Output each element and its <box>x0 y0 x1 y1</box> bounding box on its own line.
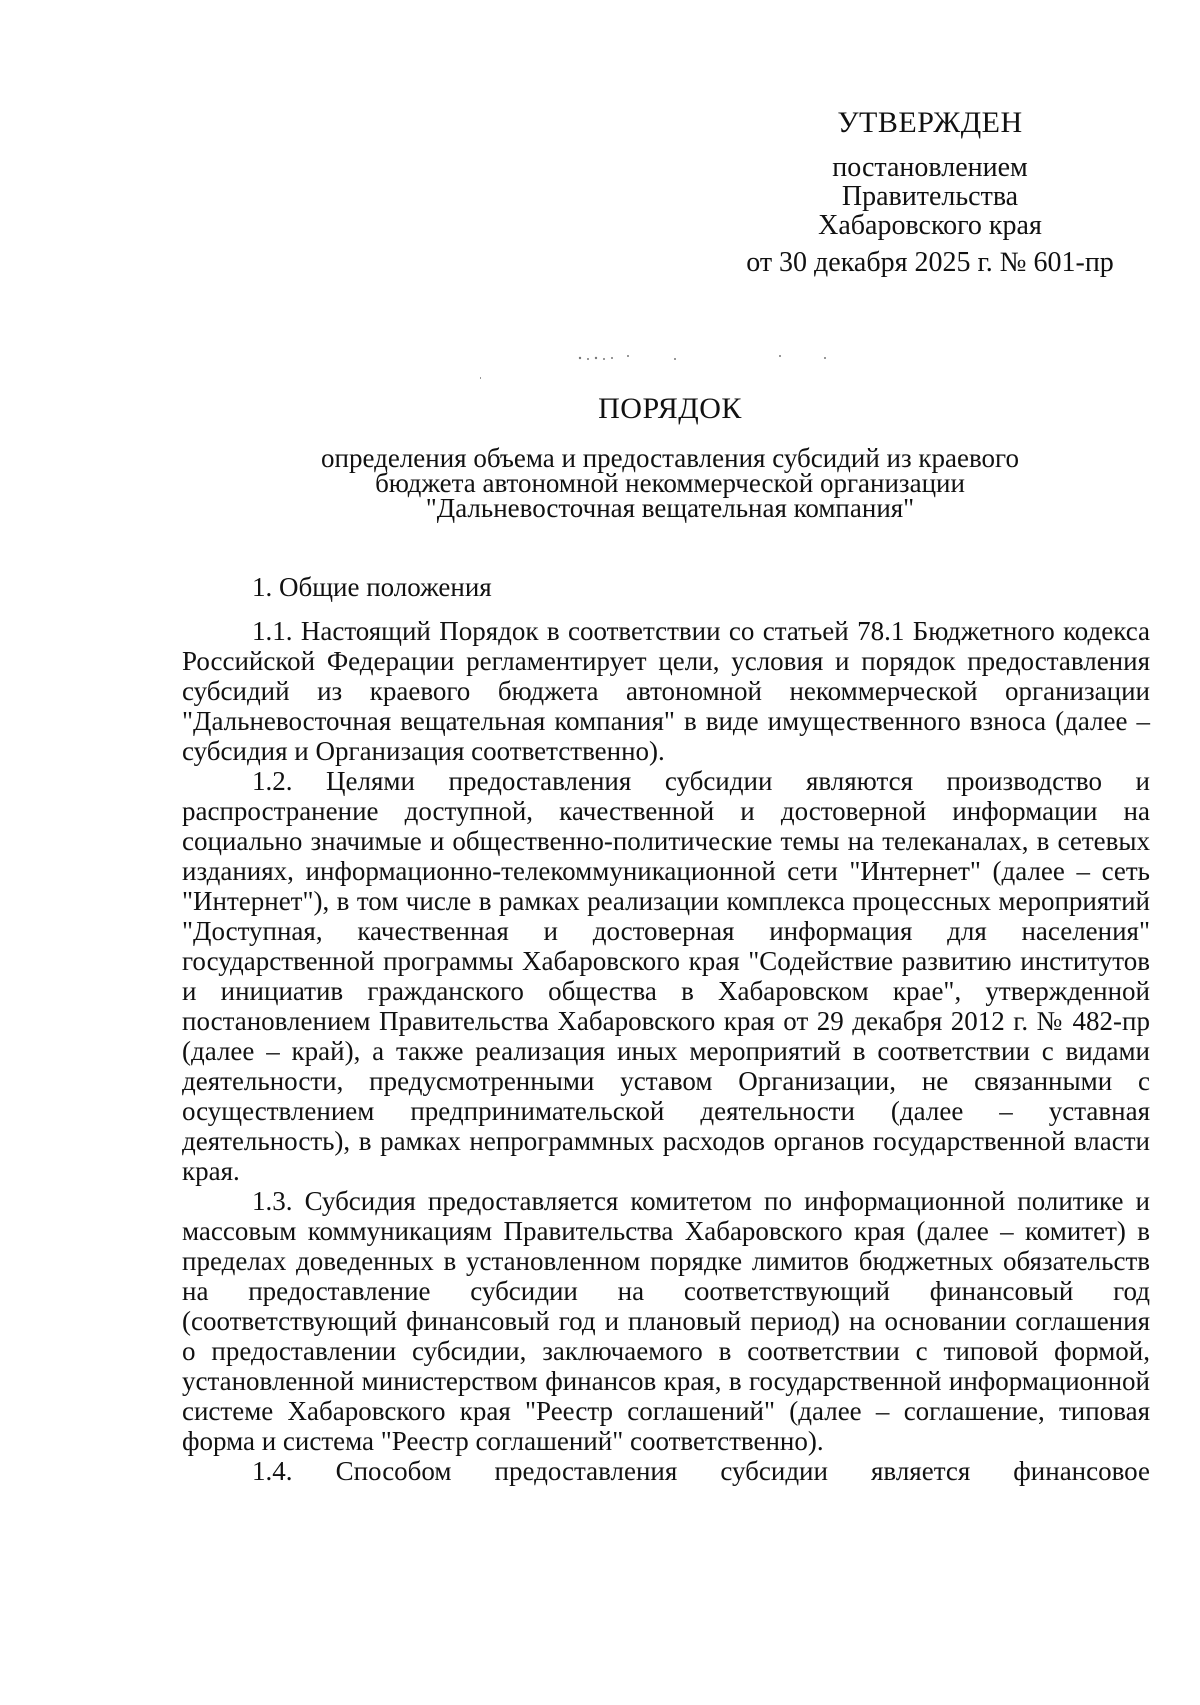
approval-title: УТВЕРЖДЕН <box>837 106 1023 139</box>
approval-line: Хабаровского края <box>818 210 1042 241</box>
scan-speckles <box>480 350 920 380</box>
document-subtitle-line: бюджета автономной некоммерческой организации <box>375 468 965 498</box>
document-body <box>182 572 1150 1486</box>
document-subtitle-line: определения объема и предоставления субсидий из краевого <box>321 443 1019 473</box>
approval-line: Правительства <box>841 181 1019 212</box>
paragraph-1-2: 1.2. Целями предоставления субсидии являются производство и распространение доступной, качественной и достоверной информации на социально значимые и общественно-политические темы на телеканалах, в сетевых изданиях, информационно-телекоммуникационной сети "Интернет" (далее – сеть "Интернет"), в том числе в рамках реализации комплекса процессных мероприятий "Доступная, качественная и достоверная информация для населения" государственной программы Хабаровского края "Содействие развитию институтов и инициатив гражданского общества в Хабаровском крае", утвержденной постановлением Правительства Хабаровского края от 29 декабря 2012 г. № 482-пр (далее – край), а также реализация иных мероприятий в соответствии с видами деятельности, предусмотренными уставом Организации, не связанными с осуществлением предпринимательской деятельности (далее – уставная деятельность), в рамках непрограммных расходов органов государственной власти края. <box>182 766 1150 1186</box>
document-heading <box>270 392 1070 521</box>
approval-stamp <box>720 108 1140 277</box>
paragraph-1-1: 1.1. Настоящий Порядок в соответствии со статьей 78.1 Бюджетного кодекса Российской Федерации регламентирует цели, условия и порядок предоставления субсидий из краевого бюджета автономной некоммерческой организации "Дальневосточная вещательная компания" в виде имущественного взноса (далее – субсидия и Организация соответственно). <box>182 616 1150 766</box>
document-title: ПОРЯДОК <box>598 392 742 425</box>
paragraph-1-3: 1.3. Субсидия предоставляется комитетом по информационной политике и массовым коммуникациям Правительства Хабаровского края (далее – комитет) в пределах доведенных в установленном порядке лимитов бюджетных обязательств на предоставление субсидии на соответствующий финансовый год (соответствующий финансовый год и плановый период) на основании соглашения о предоставлении субсидии, заключаемого в соответствии с типовой формой, установленной министерством финансов края, в государственной информационной системе Хабаровского края "Реестр соглашений" (далее – соглашение, типовая форма и система "Реестр соглашений" соответственно). <box>182 1186 1150 1456</box>
approval-date: от 30 декабря 2025 г. № 601-пр <box>746 247 1114 278</box>
paragraph-1-4: 1.4. Способом предоставления субсидии является финансовое <box>252 1456 1150 1486</box>
approval-line: постановлением <box>832 152 1028 183</box>
section-heading: 1. Общие положения <box>252 572 492 602</box>
document-subtitle-line: "Дальневосточная вещательная компания" <box>425 493 915 523</box>
